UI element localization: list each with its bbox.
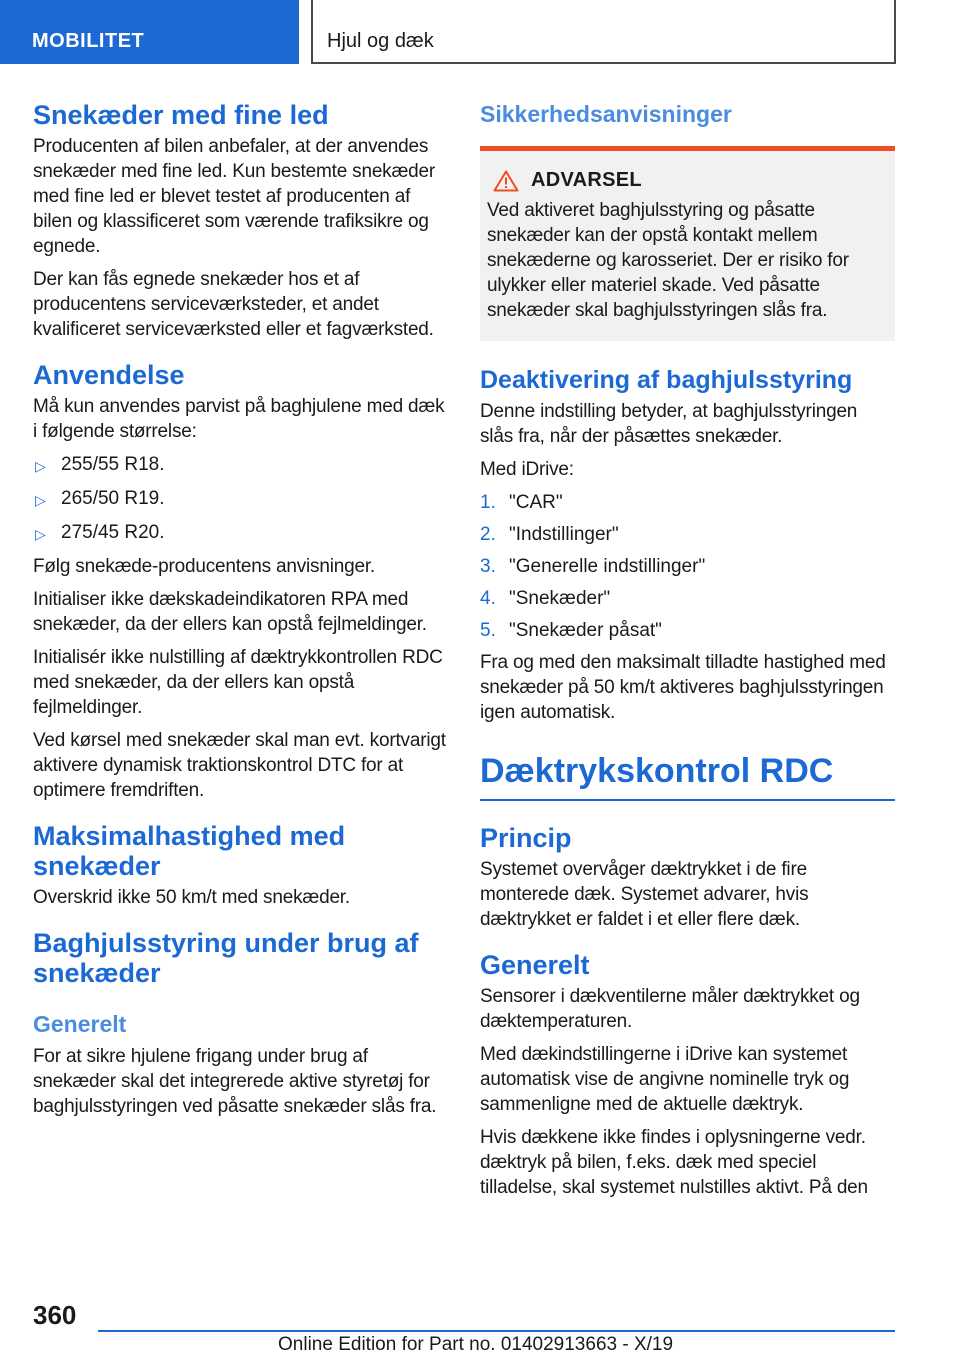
heading-general: Generelt — [480, 950, 590, 980]
paragraph: Med dækindstillingerne i iDrive kan systemet automatisk vise de angivne nominelle tryk og sammenligne med de aktuelle dæktryk. — [480, 1044, 850, 1115]
paragraph: Producenten af bilen anbefaler, at der anvendes snekæder med fine led. Kun bestemte snekæder med fine led er blevet testet af producenten af bilen og klassificeret som værende trafiksikre og egnede. — [33, 136, 436, 257]
paragraph: Systemet overvåger dæktrykket i de fire monterede dæk. Systemet advarer, hvis dæktrykket er faldet i et eller flere dæk. — [480, 859, 809, 930]
paragraph: Ved kørsel med snekæder skal man evt. kortvarigt aktivere dynamisk traktionskontrol DTC for at optimere fremdriften. — [33, 730, 446, 801]
left-column — [33, 100, 448, 1127]
warning-box — [480, 146, 895, 341]
list-item: ▷ 275/45 R20. — [33, 520, 448, 547]
heading-rdc: Dæktrykskontrol RDC — [480, 751, 895, 801]
triangle-bullet-icon: ▷ — [35, 458, 46, 474]
warning-header — [487, 169, 887, 192]
list-item: 2. "Indstillinger" — [480, 524, 619, 545]
paragraph: Denne indstilling betyder, at baghjulsstyringen slås fra, når der påsættes snekæder. — [480, 401, 858, 447]
warning-label: ADVARSEL — [531, 169, 642, 191]
right-column — [480, 100, 895, 1208]
paragraph: Med iDrive: — [480, 459, 574, 480]
footer-edition: Online Edition for Part no. 01402913663 - X/19 — [278, 1334, 674, 1355]
section-tab: MOBILITET — [0, 0, 299, 64]
warning-text: Ved aktiveret baghjulsstyring og påsatte snekæder kan der opstå kontakt mellem snekæderne og karosseriet. Der er risiko for ulykker eller materiel skade. Ved påsatte snekæder skal baghjulsstyringen slås fra. — [487, 200, 849, 321]
tire-size-list — [33, 452, 448, 547]
subheading-general: Generelt — [33, 1011, 127, 1037]
paragraph: Fra og med den maksimalt tilladte hastighed med snekæder på 50 km/t aktiveres baghjulsstyringen igen automatisk. — [480, 652, 886, 723]
chapter-title: Hjul og dæk — [311, 0, 896, 64]
list-item: ▷ 265/50 R19. — [33, 486, 448, 513]
paragraph: Overskrid ikke 50 km/t med snekæder. — [33, 887, 350, 908]
heading-principle: Princip — [480, 823, 572, 853]
heading-deactivate: Deaktivering af baghjulsstyring — [480, 366, 853, 394]
paragraph: Der kan fås egnede snekæder hos et af producentens serviceværksteder, et andet kvalificeret serviceværksted eller et fagværksted. — [33, 269, 434, 340]
paragraph: Følg snekæde-producentens anvisninger. — [33, 556, 375, 577]
list-item: 5. "Snekæder påsat" — [480, 620, 662, 641]
list-item: 4. "Snekæder" — [480, 588, 611, 609]
warning-triangle-icon — [493, 170, 519, 192]
list-item: 1. "CAR" — [480, 492, 563, 513]
heading-rear-steering: Baghjulsstyring under brug af snekæder — [33, 928, 419, 988]
list-item: 3. "Generelle indstillinger" — [480, 556, 706, 577]
list-item: ▷ 255/55 R18. — [33, 452, 448, 479]
paragraph: Initialiser ikke dækskadeindikatoren RPA med snekæder, da der ellers kan opstå fejlmeldinger. — [33, 589, 427, 635]
triangle-bullet-icon: ▷ — [35, 526, 46, 542]
heading-usage: Anvendelse — [33, 360, 185, 390]
paragraph: Initialisér ikke nulstilling af dæktrykkontrollen RDC med snekæder, da der ellers kan opstå fejlmeldinger. — [33, 647, 443, 718]
footer-divider — [98, 1330, 895, 1332]
paragraph: Hvis dækkene ikke findes i oplysningerne vedr. dæktryk på bilen, f.eks. dæk med speciel tilladelse, skal systemet nulstilles aktivt. På den — [480, 1127, 868, 1198]
paragraph: For at sikre hjulene frigang under brug af snekæder skal det integrerede aktive styretøj for baghjulsstyringen ved påsatte snekæder slås fra. — [33, 1046, 437, 1117]
paragraph: Må kun anvendes parvist på baghjulene med dæk i følgende størrelse: — [33, 396, 445, 442]
idrive-steps — [480, 490, 895, 643]
heading-safety: Sikkerhedsanvisninger — [480, 101, 732, 127]
heading-fine-chains: Snekæder med fine led — [33, 100, 329, 130]
paragraph: Sensorer i dækventilerne måler dæktrykket og dæktemperaturen. — [480, 986, 860, 1032]
page-number: 360 — [33, 1300, 77, 1330]
heading-max-speed: Maksimalhastighed med snekæder — [33, 821, 346, 881]
triangle-bullet-icon: ▷ — [35, 492, 46, 508]
